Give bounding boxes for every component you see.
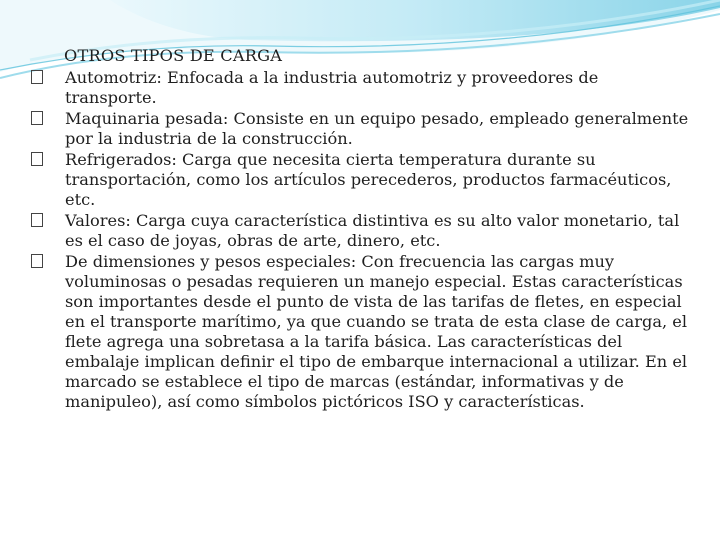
list-item [30,109,690,149]
list-item-text: Automotriz: Enfocada a la industria automotriz y proveedores de transporte. [65,68,599,107]
slide-title: OTROS TIPOS DE CARGA [64,46,283,65]
list-item [30,252,690,412]
bullet-box-icon [31,213,43,227]
slide-content [30,46,690,413]
bullet-box-icon [31,152,43,166]
bullet-list [30,68,690,412]
list-item-text: Valores: Carga cuya característica distintiva es su alto valor monetario, tal es el caso de joyas, obras de arte, dinero, etc. [65,211,680,250]
list-item-text: Maquinaria pesada: Consiste en un equipo pesado, empleado generalmente por la industria de la construcción. [65,109,689,148]
bullet-box-icon [31,254,43,268]
list-item [30,211,690,251]
list-item [30,68,690,108]
list-item [30,150,690,210]
list-item-text: Refrigerados: Carga que necesita cierta temperatura durante su transportación, como los artículos perecederos, productos farmacéuticos, etc. [65,150,672,209]
list-item-text: De dimensiones y pesos especiales: Con frecuencia las cargas muy voluminosas o pesadas requieren un manejo especial. Estas características son importantes desde el punto de vista de las tarifas de fletes, en especial en el transporte marítimo, ya que cuando se trata de esta clase de carga, el flete agrega una sobretasa a la tarifa básica. Las características del embalaje implican definir el tipo de embarque internacional a utilizar. En el marcado se establece el tipo de marcas (estándar, informativas y de manipuleo), así como símbolos pictóricos ISO y características. [65,252,688,411]
bullet-box-icon [31,70,43,84]
bullet-box-icon [31,111,43,125]
